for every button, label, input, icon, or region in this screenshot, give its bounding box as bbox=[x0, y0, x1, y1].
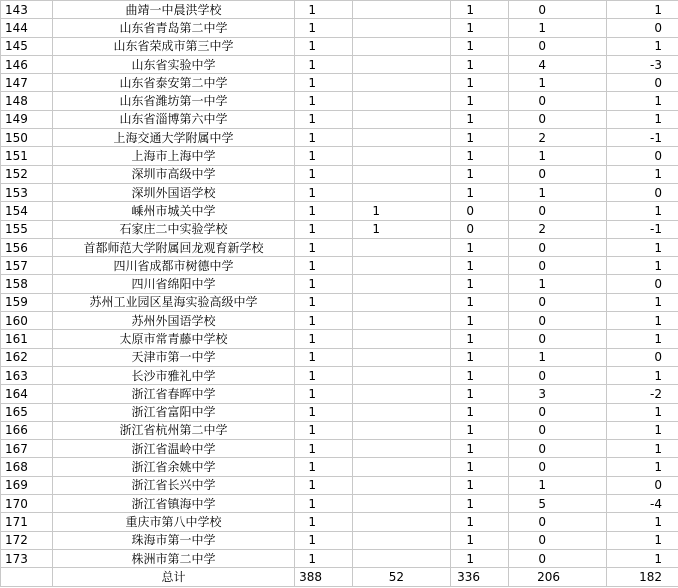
school-name-cell: 浙江省杭州第二中学 bbox=[53, 421, 295, 439]
value-e-cell: -1 bbox=[607, 129, 678, 147]
school-name-cell: 上海市上海中学 bbox=[53, 147, 295, 165]
value-d-cell: 0 bbox=[509, 238, 607, 256]
value-b-cell bbox=[353, 330, 451, 348]
value-b-cell bbox=[353, 37, 451, 55]
school-name-cell: 山东省荣成市第三中学 bbox=[53, 37, 295, 55]
value-c-cell: 1 bbox=[451, 476, 509, 494]
value-d-cell: 0 bbox=[509, 330, 607, 348]
table-row bbox=[1, 19, 678, 37]
school-name-cell: 浙江省温岭中学 bbox=[53, 440, 295, 458]
table-row bbox=[1, 531, 678, 549]
table-row bbox=[1, 165, 678, 183]
value-d-cell: 4 bbox=[509, 55, 607, 73]
table-row bbox=[1, 202, 678, 220]
value-e-cell: 1 bbox=[607, 440, 678, 458]
value-d-cell: 0 bbox=[509, 37, 607, 55]
rank-cell: 163 bbox=[1, 366, 53, 384]
school-name-cell: 首都师范大学附属回龙观育新学校 bbox=[53, 238, 295, 256]
value-d-cell: 0 bbox=[509, 312, 607, 330]
table-row bbox=[1, 183, 678, 201]
value-b-cell bbox=[353, 403, 451, 421]
rank-cell: 145 bbox=[1, 37, 53, 55]
value-b-cell bbox=[353, 92, 451, 110]
table-row bbox=[1, 257, 678, 275]
school-name-cell: 四川省成都市树德中学 bbox=[53, 257, 295, 275]
value-d-cell: 2 bbox=[509, 129, 607, 147]
total-a: 388 bbox=[295, 568, 353, 587]
value-b-cell bbox=[353, 513, 451, 531]
value-e-cell: 1 bbox=[607, 531, 678, 549]
value-e-cell: 1 bbox=[607, 330, 678, 348]
school-name-cell: 山东省淄博第六中学 bbox=[53, 110, 295, 128]
total-rank-cell bbox=[1, 568, 53, 587]
value-a-cell: 1 bbox=[295, 366, 353, 384]
value-e-cell: 1 bbox=[607, 92, 678, 110]
value-e-cell: -3 bbox=[607, 55, 678, 73]
value-e-cell: -1 bbox=[607, 220, 678, 238]
school-name-cell: 株洲市第二中学 bbox=[53, 549, 295, 567]
value-b-cell: 1 bbox=[353, 220, 451, 238]
table-row bbox=[1, 129, 678, 147]
value-e-cell: 0 bbox=[607, 348, 678, 366]
value-d-cell: 0 bbox=[509, 421, 607, 439]
school-name-cell: 深圳外国语学校 bbox=[53, 183, 295, 201]
value-e-cell: 1 bbox=[607, 312, 678, 330]
value-e-cell: 1 bbox=[607, 366, 678, 384]
value-d-cell: 1 bbox=[509, 183, 607, 201]
value-e-cell: 1 bbox=[607, 37, 678, 55]
value-d-cell: 0 bbox=[509, 549, 607, 567]
school-name-cell: 上海交通大学附属中学 bbox=[53, 129, 295, 147]
value-b-cell bbox=[353, 549, 451, 567]
value-c-cell: 0 bbox=[451, 202, 509, 220]
rank-cell: 173 bbox=[1, 549, 53, 567]
value-a-cell: 1 bbox=[295, 92, 353, 110]
value-d-cell: 0 bbox=[509, 366, 607, 384]
value-e-cell: 1 bbox=[607, 293, 678, 311]
value-e-cell: 0 bbox=[607, 275, 678, 293]
rank-cell: 156 bbox=[1, 238, 53, 256]
value-c-cell: 1 bbox=[451, 55, 509, 73]
value-e-cell: 1 bbox=[607, 257, 678, 275]
school-name-cell: 山东省实验中学 bbox=[53, 55, 295, 73]
value-c-cell: 1 bbox=[451, 293, 509, 311]
value-a-cell: 1 bbox=[295, 385, 353, 403]
value-e-cell: 1 bbox=[607, 549, 678, 567]
rank-cell: 151 bbox=[1, 147, 53, 165]
value-c-cell: 1 bbox=[451, 403, 509, 421]
rank-cell: 147 bbox=[1, 74, 53, 92]
value-b-cell bbox=[353, 366, 451, 384]
value-a-cell: 1 bbox=[295, 1, 353, 19]
value-c-cell: 1 bbox=[451, 440, 509, 458]
rank-cell: 164 bbox=[1, 385, 53, 403]
value-b-cell bbox=[353, 421, 451, 439]
table-row bbox=[1, 293, 678, 311]
value-d-cell: 0 bbox=[509, 531, 607, 549]
value-e-cell: 1 bbox=[607, 403, 678, 421]
value-d-cell: 1 bbox=[509, 74, 607, 92]
value-d-cell: 0 bbox=[509, 257, 607, 275]
value-b-cell bbox=[353, 147, 451, 165]
value-b-cell bbox=[353, 495, 451, 513]
rank-cell: 161 bbox=[1, 330, 53, 348]
school-name-cell: 浙江省春晖中学 bbox=[53, 385, 295, 403]
value-c-cell: 1 bbox=[451, 238, 509, 256]
value-b-cell bbox=[353, 19, 451, 37]
table-row bbox=[1, 312, 678, 330]
rank-cell: 149 bbox=[1, 110, 53, 128]
school-name-cell: 长沙市雅礼中学 bbox=[53, 366, 295, 384]
value-b-cell bbox=[353, 385, 451, 403]
rank-cell: 168 bbox=[1, 458, 53, 476]
value-d-cell: 3 bbox=[509, 385, 607, 403]
rank-cell: 169 bbox=[1, 476, 53, 494]
value-a-cell: 1 bbox=[295, 220, 353, 238]
value-b-cell bbox=[353, 165, 451, 183]
school-name-cell: 山东省泰安第二中学 bbox=[53, 74, 295, 92]
value-b-cell bbox=[353, 129, 451, 147]
value-b-cell bbox=[353, 531, 451, 549]
table-row bbox=[1, 440, 678, 458]
rank-cell: 150 bbox=[1, 129, 53, 147]
value-a-cell: 1 bbox=[295, 293, 353, 311]
rank-cell: 167 bbox=[1, 440, 53, 458]
value-d-cell: 1 bbox=[509, 19, 607, 37]
value-d-cell: 0 bbox=[509, 202, 607, 220]
table-row bbox=[1, 476, 678, 494]
table-row bbox=[1, 92, 678, 110]
total-d: 206 bbox=[509, 568, 607, 587]
value-e-cell: 1 bbox=[607, 513, 678, 531]
value-a-cell: 1 bbox=[295, 549, 353, 567]
value-d-cell: 1 bbox=[509, 348, 607, 366]
value-d-cell: 0 bbox=[509, 92, 607, 110]
value-d-cell: 0 bbox=[509, 440, 607, 458]
value-a-cell: 1 bbox=[295, 403, 353, 421]
value-a-cell: 1 bbox=[295, 129, 353, 147]
school-name-cell: 重庆市第八中学校 bbox=[53, 513, 295, 531]
rank-cell: 158 bbox=[1, 275, 53, 293]
value-d-cell: 1 bbox=[509, 147, 607, 165]
school-name-cell: 珠海市第一中学 bbox=[53, 531, 295, 549]
value-c-cell: 1 bbox=[451, 110, 509, 128]
value-a-cell: 1 bbox=[295, 202, 353, 220]
value-b-cell bbox=[353, 312, 451, 330]
rank-cell: 144 bbox=[1, 19, 53, 37]
value-b-cell bbox=[353, 110, 451, 128]
rank-cell: 154 bbox=[1, 202, 53, 220]
value-a-cell: 1 bbox=[295, 37, 353, 55]
table-row bbox=[1, 147, 678, 165]
value-b-cell bbox=[353, 458, 451, 476]
value-c-cell: 1 bbox=[451, 385, 509, 403]
value-d-cell: 0 bbox=[509, 458, 607, 476]
value-e-cell: 1 bbox=[607, 165, 678, 183]
value-a-cell: 1 bbox=[295, 147, 353, 165]
value-c-cell: 1 bbox=[451, 165, 509, 183]
value-a-cell: 1 bbox=[295, 19, 353, 37]
value-e-cell: 0 bbox=[607, 147, 678, 165]
rank-cell: 146 bbox=[1, 55, 53, 73]
school-name-cell: 深圳市高级中学 bbox=[53, 165, 295, 183]
school-name-cell: 山东省青岛第二中学 bbox=[53, 19, 295, 37]
value-b-cell bbox=[353, 238, 451, 256]
value-a-cell: 1 bbox=[295, 513, 353, 531]
table-row bbox=[1, 330, 678, 348]
value-a-cell: 1 bbox=[295, 183, 353, 201]
table-row bbox=[1, 513, 678, 531]
value-e-cell: 1 bbox=[607, 1, 678, 19]
value-b-cell bbox=[353, 55, 451, 73]
value-d-cell: 0 bbox=[509, 165, 607, 183]
rank-cell: 153 bbox=[1, 183, 53, 201]
total-c: 336 bbox=[451, 568, 509, 587]
value-b-cell bbox=[353, 348, 451, 366]
value-a-cell: 1 bbox=[295, 275, 353, 293]
value-d-cell: 0 bbox=[509, 1, 607, 19]
school-name-cell: 曲靖一中晨洪学校 bbox=[53, 1, 295, 19]
value-a-cell: 1 bbox=[295, 330, 353, 348]
value-e-cell: 0 bbox=[607, 476, 678, 494]
value-c-cell: 1 bbox=[451, 183, 509, 201]
value-d-cell: 0 bbox=[509, 110, 607, 128]
rank-cell: 155 bbox=[1, 220, 53, 238]
value-a-cell: 1 bbox=[295, 257, 353, 275]
value-c-cell: 1 bbox=[451, 74, 509, 92]
value-c-cell: 1 bbox=[451, 495, 509, 513]
table-row bbox=[1, 238, 678, 256]
value-a-cell: 1 bbox=[295, 238, 353, 256]
table-body bbox=[1, 1, 678, 568]
table-row bbox=[1, 385, 678, 403]
total-b: 52 bbox=[353, 568, 451, 587]
table-row bbox=[1, 549, 678, 567]
rank-cell: 157 bbox=[1, 257, 53, 275]
total-label: 总计 bbox=[53, 568, 295, 587]
school-name-cell: 苏州工业园区星海实验高级中学 bbox=[53, 293, 295, 311]
value-c-cell: 1 bbox=[451, 458, 509, 476]
rank-cell: 148 bbox=[1, 92, 53, 110]
value-a-cell: 1 bbox=[295, 440, 353, 458]
school-name-cell: 四川省绵阳中学 bbox=[53, 275, 295, 293]
value-a-cell: 1 bbox=[295, 74, 353, 92]
value-c-cell: 1 bbox=[451, 37, 509, 55]
value-e-cell: 0 bbox=[607, 19, 678, 37]
value-a-cell: 1 bbox=[295, 495, 353, 513]
rank-cell: 170 bbox=[1, 495, 53, 513]
rank-cell: 152 bbox=[1, 165, 53, 183]
total-e: 182 bbox=[607, 568, 678, 587]
value-c-cell: 1 bbox=[451, 330, 509, 348]
value-a-cell: 1 bbox=[295, 165, 353, 183]
table-row bbox=[1, 458, 678, 476]
value-a-cell: 1 bbox=[295, 458, 353, 476]
total-row bbox=[1, 568, 678, 587]
value-d-cell: 5 bbox=[509, 495, 607, 513]
school-name-cell: 嵊州市城关中学 bbox=[53, 202, 295, 220]
rank-cell: 171 bbox=[1, 513, 53, 531]
rank-cell: 162 bbox=[1, 348, 53, 366]
value-c-cell: 1 bbox=[451, 147, 509, 165]
table-row bbox=[1, 37, 678, 55]
table-row bbox=[1, 74, 678, 92]
value-b-cell bbox=[353, 440, 451, 458]
value-c-cell: 1 bbox=[451, 421, 509, 439]
value-e-cell: 1 bbox=[607, 110, 678, 128]
value-c-cell: 1 bbox=[451, 92, 509, 110]
table-row bbox=[1, 220, 678, 238]
table-row bbox=[1, 421, 678, 439]
value-e-cell: -2 bbox=[607, 385, 678, 403]
rank-cell: 166 bbox=[1, 421, 53, 439]
value-b-cell bbox=[353, 257, 451, 275]
value-d-cell: 2 bbox=[509, 220, 607, 238]
value-e-cell: 1 bbox=[607, 458, 678, 476]
value-c-cell: 0 bbox=[451, 220, 509, 238]
value-e-cell: -4 bbox=[607, 495, 678, 513]
table-row bbox=[1, 366, 678, 384]
value-e-cell: 1 bbox=[607, 421, 678, 439]
school-name-cell: 山东省潍坊第一中学 bbox=[53, 92, 295, 110]
value-b-cell bbox=[353, 183, 451, 201]
table-row bbox=[1, 55, 678, 73]
rank-cell: 160 bbox=[1, 312, 53, 330]
table-row bbox=[1, 275, 678, 293]
value-a-cell: 1 bbox=[295, 531, 353, 549]
value-b-cell bbox=[353, 1, 451, 19]
value-c-cell: 1 bbox=[451, 513, 509, 531]
value-d-cell: 1 bbox=[509, 476, 607, 494]
value-a-cell: 1 bbox=[295, 476, 353, 494]
school-name-cell: 浙江省余姚中学 bbox=[53, 458, 295, 476]
value-c-cell: 1 bbox=[451, 348, 509, 366]
value-b-cell bbox=[353, 293, 451, 311]
value-e-cell: 1 bbox=[607, 238, 678, 256]
value-b-cell: 1 bbox=[353, 202, 451, 220]
rank-cell: 172 bbox=[1, 531, 53, 549]
value-b-cell bbox=[353, 275, 451, 293]
value-d-cell: 1 bbox=[509, 275, 607, 293]
value-a-cell: 1 bbox=[295, 421, 353, 439]
value-d-cell: 0 bbox=[509, 403, 607, 421]
school-name-cell: 太原市常青藤中学校 bbox=[53, 330, 295, 348]
value-d-cell: 0 bbox=[509, 293, 607, 311]
value-a-cell: 1 bbox=[295, 55, 353, 73]
value-c-cell: 1 bbox=[451, 129, 509, 147]
school-name-cell: 苏州外国语学校 bbox=[53, 312, 295, 330]
school-name-cell: 天津市第一中学 bbox=[53, 348, 295, 366]
value-e-cell: 0 bbox=[607, 183, 678, 201]
table-row bbox=[1, 403, 678, 421]
value-c-cell: 1 bbox=[451, 257, 509, 275]
rank-cell: 159 bbox=[1, 293, 53, 311]
school-name-cell: 石家庄二中实验学校 bbox=[53, 220, 295, 238]
value-b-cell bbox=[353, 476, 451, 494]
value-a-cell: 1 bbox=[295, 348, 353, 366]
value-c-cell: 1 bbox=[451, 531, 509, 549]
value-a-cell: 1 bbox=[295, 110, 353, 128]
rank-cell: 165 bbox=[1, 403, 53, 421]
value-e-cell: 0 bbox=[607, 74, 678, 92]
value-d-cell: 0 bbox=[509, 513, 607, 531]
value-b-cell bbox=[353, 74, 451, 92]
table-row bbox=[1, 348, 678, 366]
value-e-cell: 1 bbox=[607, 202, 678, 220]
value-c-cell: 1 bbox=[451, 275, 509, 293]
value-c-cell: 1 bbox=[451, 366, 509, 384]
rank-cell: 143 bbox=[1, 1, 53, 19]
school-name-cell: 浙江省长兴中学 bbox=[53, 476, 295, 494]
table-row bbox=[1, 495, 678, 513]
value-c-cell: 1 bbox=[451, 1, 509, 19]
school-name-cell: 浙江省富阳中学 bbox=[53, 403, 295, 421]
value-c-cell: 1 bbox=[451, 549, 509, 567]
table-row bbox=[1, 110, 678, 128]
table-row bbox=[1, 1, 678, 19]
value-c-cell: 1 bbox=[451, 19, 509, 37]
value-a-cell: 1 bbox=[295, 312, 353, 330]
value-c-cell: 1 bbox=[451, 312, 509, 330]
school-name-cell: 浙江省镇海中学 bbox=[53, 495, 295, 513]
